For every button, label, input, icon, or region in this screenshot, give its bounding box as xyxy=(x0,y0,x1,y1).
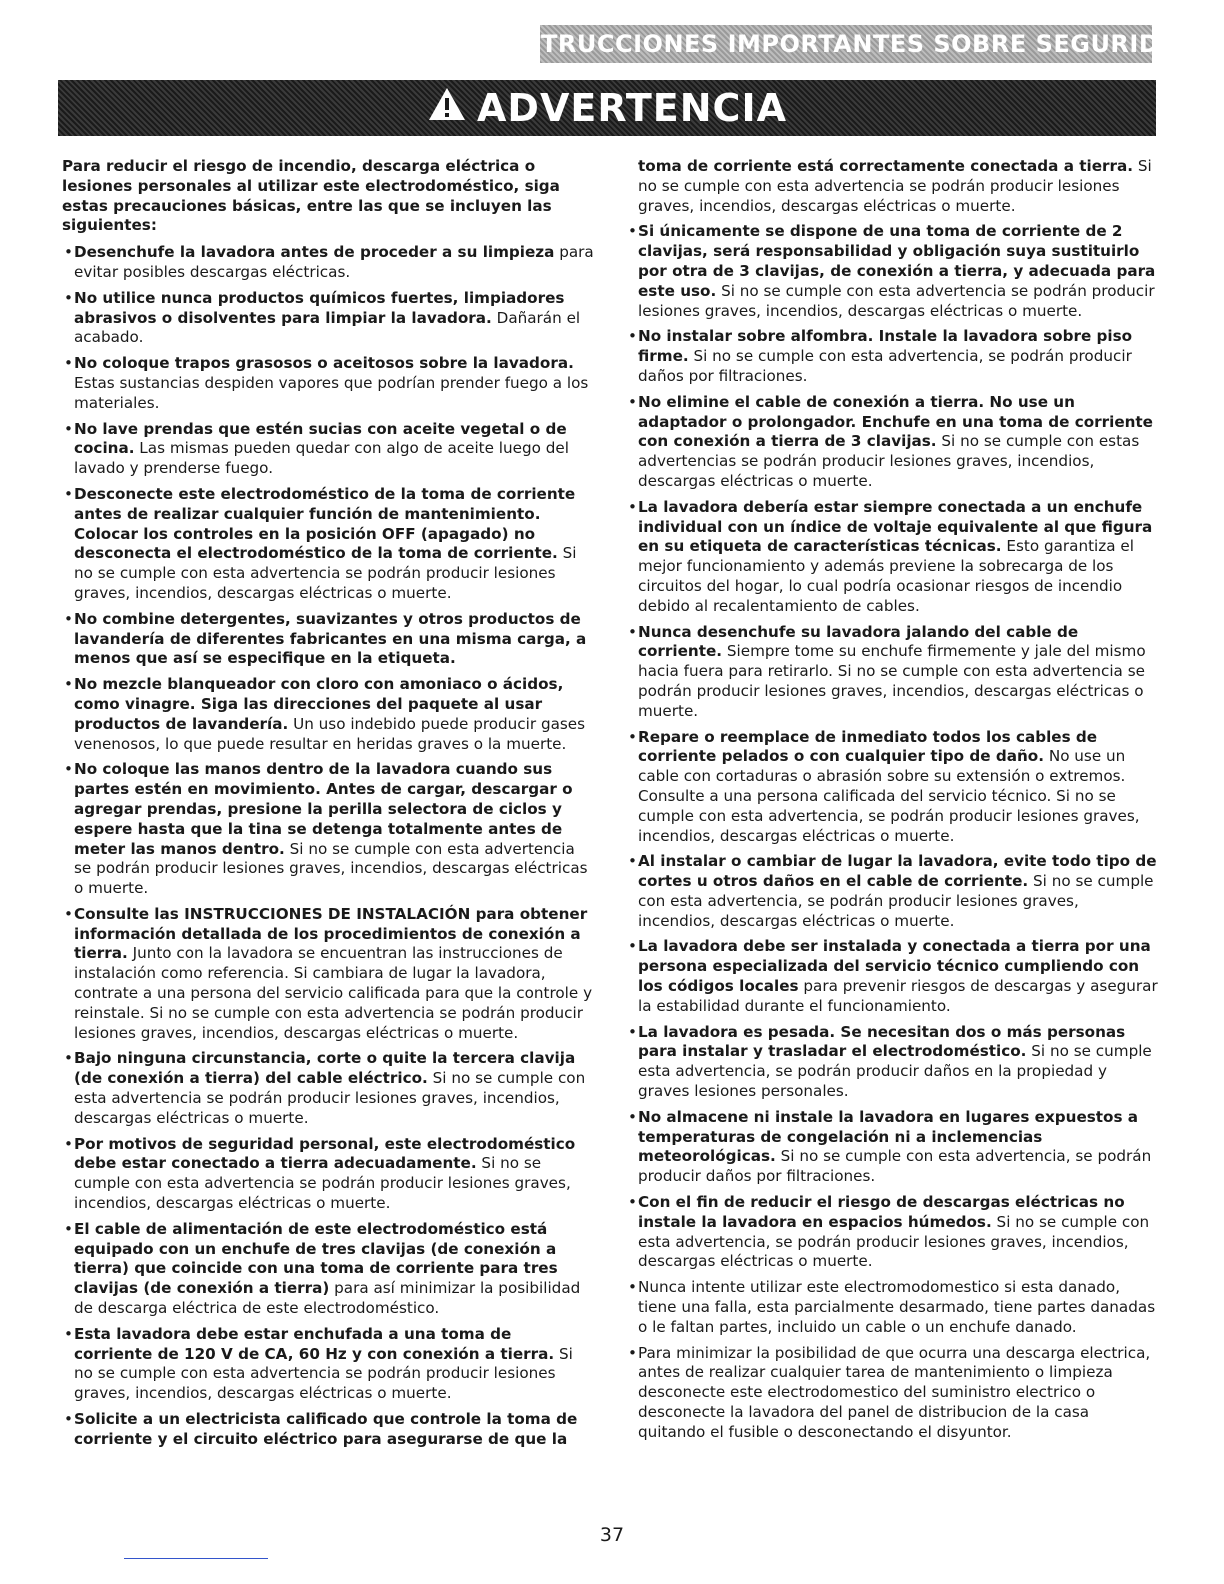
item-bold: Por motivos de seguridad personal, este electrodoméstico debe estar conectado a tierra adecuadamente. xyxy=(74,1134,576,1173)
list-item xyxy=(62,610,594,669)
item-text: No use un cable con cortaduras o abrasión sobre su extensión o extremos. Consulte a una persona calificada del servicio técnico. Si no se cumple con esta advertencia, se podrán producir lesiones graves, incendios, descargas eléctricas o muerte. xyxy=(638,747,1140,845)
list-item xyxy=(62,1410,594,1450)
list-item xyxy=(62,1049,594,1128)
item-bold: No coloque trapos grasosos o aceitosos sobre la lavadora. xyxy=(74,354,574,373)
list-item xyxy=(626,1108,1158,1187)
list-item xyxy=(62,905,594,1044)
list-item xyxy=(626,937,1158,1016)
warning-title: ADVERTENCIA xyxy=(477,86,787,130)
item-bold: Bajo ninguna circunstancia, corte o quite la tercera clavija (de conexión a tierra) del cable eléctrico. xyxy=(74,1049,576,1088)
list-item xyxy=(62,1135,594,1214)
item-bold: Consulte las INSTRUCCIONES DE INSTALACIÓN para obtener información detallada de los procedimientos de conexión a tierra. xyxy=(74,904,588,963)
item-text: para así minimizar la posibilidad de descarga eléctrica de este electrodoméstico. xyxy=(74,1279,581,1318)
warning-triangle-icon xyxy=(427,86,467,131)
item-bold: El cable de alimentación de este electrodoméstico está equipado con un enchufe de tres clavijas (de conexión a tierra) que coincide con una toma de corriente para tres clavijas (de conexión a tierra) xyxy=(74,1219,558,1298)
item-text: Si no se cumple con esta advertencia se podrán producir lesiones graves, incendios, descargas eléctricas o muerte. xyxy=(74,1069,586,1127)
item-text: para evitar posibles descargas eléctricas. xyxy=(74,243,594,281)
warning-banner xyxy=(58,80,1156,136)
list-item xyxy=(62,289,594,348)
item-text: Junto con la lavadora se encuentran las instrucciones de instalación como referencia. Si cambiara de lugar la lavadora, contrate a una persona del servicio calificada para que la controle y reinstale. Si no se cumple con esta advertencia se podrán producir lesiones graves, incendios, descargas eléctricas o muerte. xyxy=(74,944,593,1042)
list-item xyxy=(626,1278,1158,1337)
item-text: Un uso indebido puede producir gases venenosos, lo que puede resultar en heridas graves o la muerte. xyxy=(74,714,586,753)
item-text: Si no se cumple con esta advertencia se podrán producir lesiones graves, incendios, descargas eléctricas o muerte. xyxy=(638,157,1152,215)
item-text: Estas sustancias despiden vapores que podrían prender fuego a los materiales. xyxy=(74,373,589,412)
item-bold: No utilice nunca productos químicos fuertes, limpiadores abrasivos o disolventes para limpiar la lavadora. xyxy=(74,288,565,327)
item-text: Las mismas pueden quedar con algo de aceite luego del lavado y prenderse fuego. xyxy=(74,439,569,478)
item-bold: No mezcle blanqueador con cloro con amoniaco o ácidos, como vinagre. Siga las direcciones del paquete al usar productos de lavandería. xyxy=(74,675,564,733)
item-bold: No combine detergentes, suavizantes y otros productos de lavandería de diferentes fabricantes en una misma carga, a menos que así se especifique en la etiqueta. xyxy=(74,609,587,668)
list-item xyxy=(62,675,594,754)
item-text: Esto garantiza el mejor funcionamiento y además previene la sobrecarga de los circuitos del hogar, lo cual podría ocasionar riesgos de incendio debido al recalentamiento de cables. xyxy=(638,537,1134,615)
item-bold: toma de corriente está correctamente conectada a tierra. xyxy=(638,157,1134,175)
list-item xyxy=(626,852,1158,931)
item-text: Si no se cumple con esta advertencia, se podrán producir daños por filtraciones. xyxy=(638,1147,1152,1186)
footer-rule xyxy=(124,1558,268,1559)
list-item xyxy=(62,1220,594,1319)
item-text: Para minimizar la posibilidad de que ocurra una descarga electrica, antes de realizar cualquier tarea de mantenimiento o limpieza desconecte este electrodomestico del suministro electrico o desconecte la lavadora del panel de distribucion de la casa quitando el fusible o desconectando el disyuntor. xyxy=(638,1343,1151,1441)
list-item xyxy=(626,623,1158,722)
item-bold: Repare o reemplace de inmediato todos los cables de corriente pelados o con cualquier tipo de daño. xyxy=(638,727,1098,766)
item-bold: No lave prendas que estén sucias con aceite vegetal o de cocina. xyxy=(74,419,567,458)
intro-paragraph: Para reducir el riesgo de incendio, descarga eléctrica o lesiones personales al utilizar este electrodoméstico, siga estas precauciones básicas, entre las que se incluyen las siguientes: xyxy=(62,157,560,235)
item-bold: Desconecte este electrodoméstico de la toma de corriente antes de realizar cualquier función de mantenimiento. Colocar los controles en la posición OFF (apagado) no desconecta el electrodoméstico de la toma de corriente. xyxy=(74,484,576,563)
list-item xyxy=(626,327,1158,386)
item-bold: Al instalar o cambiar de lugar la lavadora, evite todo tipo de cortes u otros daños en el cable de corriente. xyxy=(638,852,1157,891)
continued-item xyxy=(626,157,1158,216)
item-bold: Esta lavadora debe estar enchufada a una toma de corriente de 120 V de CA, 60 Hz y con conexión a tierra. xyxy=(74,1324,555,1363)
item-text: Si no se cumple con esta advertencia se podrán producir lesiones graves, incendios, descargas eléctricas o muerte. xyxy=(74,1154,571,1213)
left-column xyxy=(62,157,594,1456)
list-item xyxy=(626,1193,1158,1272)
item-bold: Solicite a un electricista calificado que controle la toma de corriente y el circuito eléctrico para asegurarse de que la xyxy=(74,1410,578,1448)
list-item xyxy=(626,1344,1158,1443)
list-item xyxy=(626,498,1158,617)
list-item xyxy=(626,1023,1158,1102)
item-text: Si no se cumple con esta advertencia, se podrán producir lesiones graves, incendios, descargas eléctricas o muerte. xyxy=(638,1212,1150,1271)
item-text: Si no se cumple con estas advertencias se podrán producir lesiones graves, incendios, descargas eléctricas o muerte. xyxy=(638,432,1140,490)
list-item xyxy=(62,243,594,283)
item-text: para prevenir riesgos de descargas y asegurar la estabilidad durante el funcionamiento. xyxy=(638,977,1158,1015)
item-text: Nunca intente utilizar este electromodomestico si esta danado, tiene una falla, esta parcialmente desarmado, tiene partes danadas o le faltan partes, incluido un cable o un enchufe danado. xyxy=(638,1278,1156,1336)
list-item xyxy=(626,728,1158,847)
item-text: Si no se cumple con esta advertencia se podrán producir lesiones graves, incendios, descargas eléctricas o muerte. xyxy=(638,281,1155,320)
section-title: INSTRUCCIONES IMPORTANTES SOBRE SEGURIDAD xyxy=(493,30,1199,58)
item-bold: Nunca desenchufe su lavadora jalando del cable de corriente. xyxy=(638,622,1079,661)
list-item xyxy=(62,420,594,479)
item-bold: No instalar sobre alfombra. Instale la lavadora sobre piso firme. xyxy=(638,327,1133,366)
item-bold: La lavadora es pesada. Se necesitan dos o más personas para instalar y trasladar el electrodoméstico. xyxy=(638,1022,1126,1061)
item-bold: Desenchufe la lavadora antes de proceder a su limpieza xyxy=(74,243,555,262)
item-text: Si no se cumple con esta advertencia, se podrán producir daños por filtraciones. xyxy=(638,347,1132,385)
item-bold: No almacene ni instale la lavadora en lugares expuestos a temperaturas de congelación ni a inclemencias meteorológicas. xyxy=(638,1107,1139,1166)
item-bold: No elimine el cable de conexión a tierra. No use un adaptador o prolongador. Enchufe en una toma de corriente con conexión a tierra de 3 clavijas. xyxy=(638,392,1153,451)
section-title-banner xyxy=(493,25,1199,63)
item-bold: La lavadora debe ser instalada y conectada a tierra por una persona especializada del servicio técnico cumpliendo con los códigos locales xyxy=(638,937,1151,996)
item-text: Si no se cumple esta advertencia, se podrán producir daños en la propiedad y graves lesiones personales. xyxy=(638,1042,1152,1101)
item-text: Si no se cumple con esta advertencia, se podrán producir lesiones graves, incendios, descargas eléctricas o muerte. xyxy=(638,872,1154,930)
list-item xyxy=(62,1325,594,1404)
list-item xyxy=(62,760,594,899)
item-text: Dañarán el acabado. xyxy=(74,308,581,347)
item-bold: Si únicamente se dispone de una toma de corriente de 2 clavijas, será responsabilidad y obligación suya sustituirlo por otra de 3 clavijas, de conexión a tierra, y adecuada para este uso. xyxy=(638,222,1156,300)
list-item xyxy=(626,393,1158,492)
list-item xyxy=(626,222,1158,321)
list-item xyxy=(62,485,594,604)
item-bold: No coloque las manos dentro de la lavadora cuando sus partes estén en movimiento. Antes de cargar, descargar o agregar prendas, presione la perilla selectora de ciclos y espere hasta que la tina se detenga totalmente antes de meter las manos dentro. xyxy=(74,760,573,858)
right-column xyxy=(626,157,1158,1449)
item-text: Si no se cumple con esta advertencia se podrán producir lesiones graves, incendios, descargas eléctricas o muerte. xyxy=(74,544,577,602)
list-item xyxy=(62,354,594,413)
item-bold: La lavadora debería estar siempre conectada a un enchufe individual con un índice de voltaje equivalente al que figura en su etiqueta de características técnicas. xyxy=(638,497,1153,556)
item-bold: Con el fin de reducir el riesgo de descargas eléctricas no instale la lavadora en espacios húmedos. xyxy=(638,1193,1125,1231)
item-text: Siempre tome su enchufe firmemente y jale del mismo hacia fuera para retirarlo. Si no se cumple con esta advertencia se podrán producir lesiones graves, incendios, descargas eléctricas o muerte. xyxy=(638,642,1146,720)
page-number: 37 xyxy=(599,1524,625,1546)
item-text: Si no se cumple con esta advertencia se podrán producir lesiones graves, incendios, descargas eléctricas o muerte. xyxy=(74,839,588,898)
item-text: Si no se cumple con esta advertencia se podrán producir lesiones graves, incendios, descargas eléctricas o muerte. xyxy=(74,1344,573,1403)
